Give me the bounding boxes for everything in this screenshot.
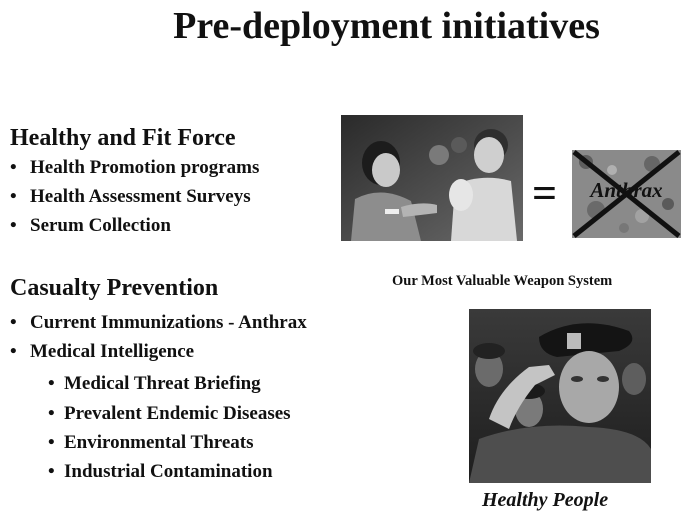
anthrax-label: Anthrax (590, 178, 663, 202)
sub-bullet-item: • Prevalent Endemic Diseases (48, 403, 291, 424)
sub-bullet-item: • Industrial Contamination (48, 461, 273, 482)
saluting-soldier-photo (469, 309, 651, 483)
equals-sign: = (532, 169, 558, 218)
weapon-system-caption: Our Most Valuable Weapon System (392, 273, 613, 289)
bullet-item: • Health Promotion programs (10, 157, 260, 178)
sub-bullet-item: • Environmental Threats (48, 432, 254, 453)
healthy-people-caption: Healthy People (482, 489, 609, 511)
section-heading-casualty-prevention: Casualty Prevention (10, 275, 219, 301)
anthrax-crossed-image (572, 150, 681, 238)
bullet-item: • Health Assessment Surveys (10, 186, 251, 207)
bullet-item: • Current Immunizations - Anthrax (10, 312, 307, 333)
vaccination-photo (341, 115, 523, 241)
page-title: Pre-deployment initiatives (173, 5, 600, 47)
sub-bullet-item: • Medical Threat Briefing (48, 373, 261, 394)
bullet-item: • Medical Intelligence (10, 341, 195, 362)
bullet-item: • Serum Collection (10, 215, 171, 236)
section-heading-healthy-fit-force: Healthy and Fit Force (10, 125, 236, 151)
